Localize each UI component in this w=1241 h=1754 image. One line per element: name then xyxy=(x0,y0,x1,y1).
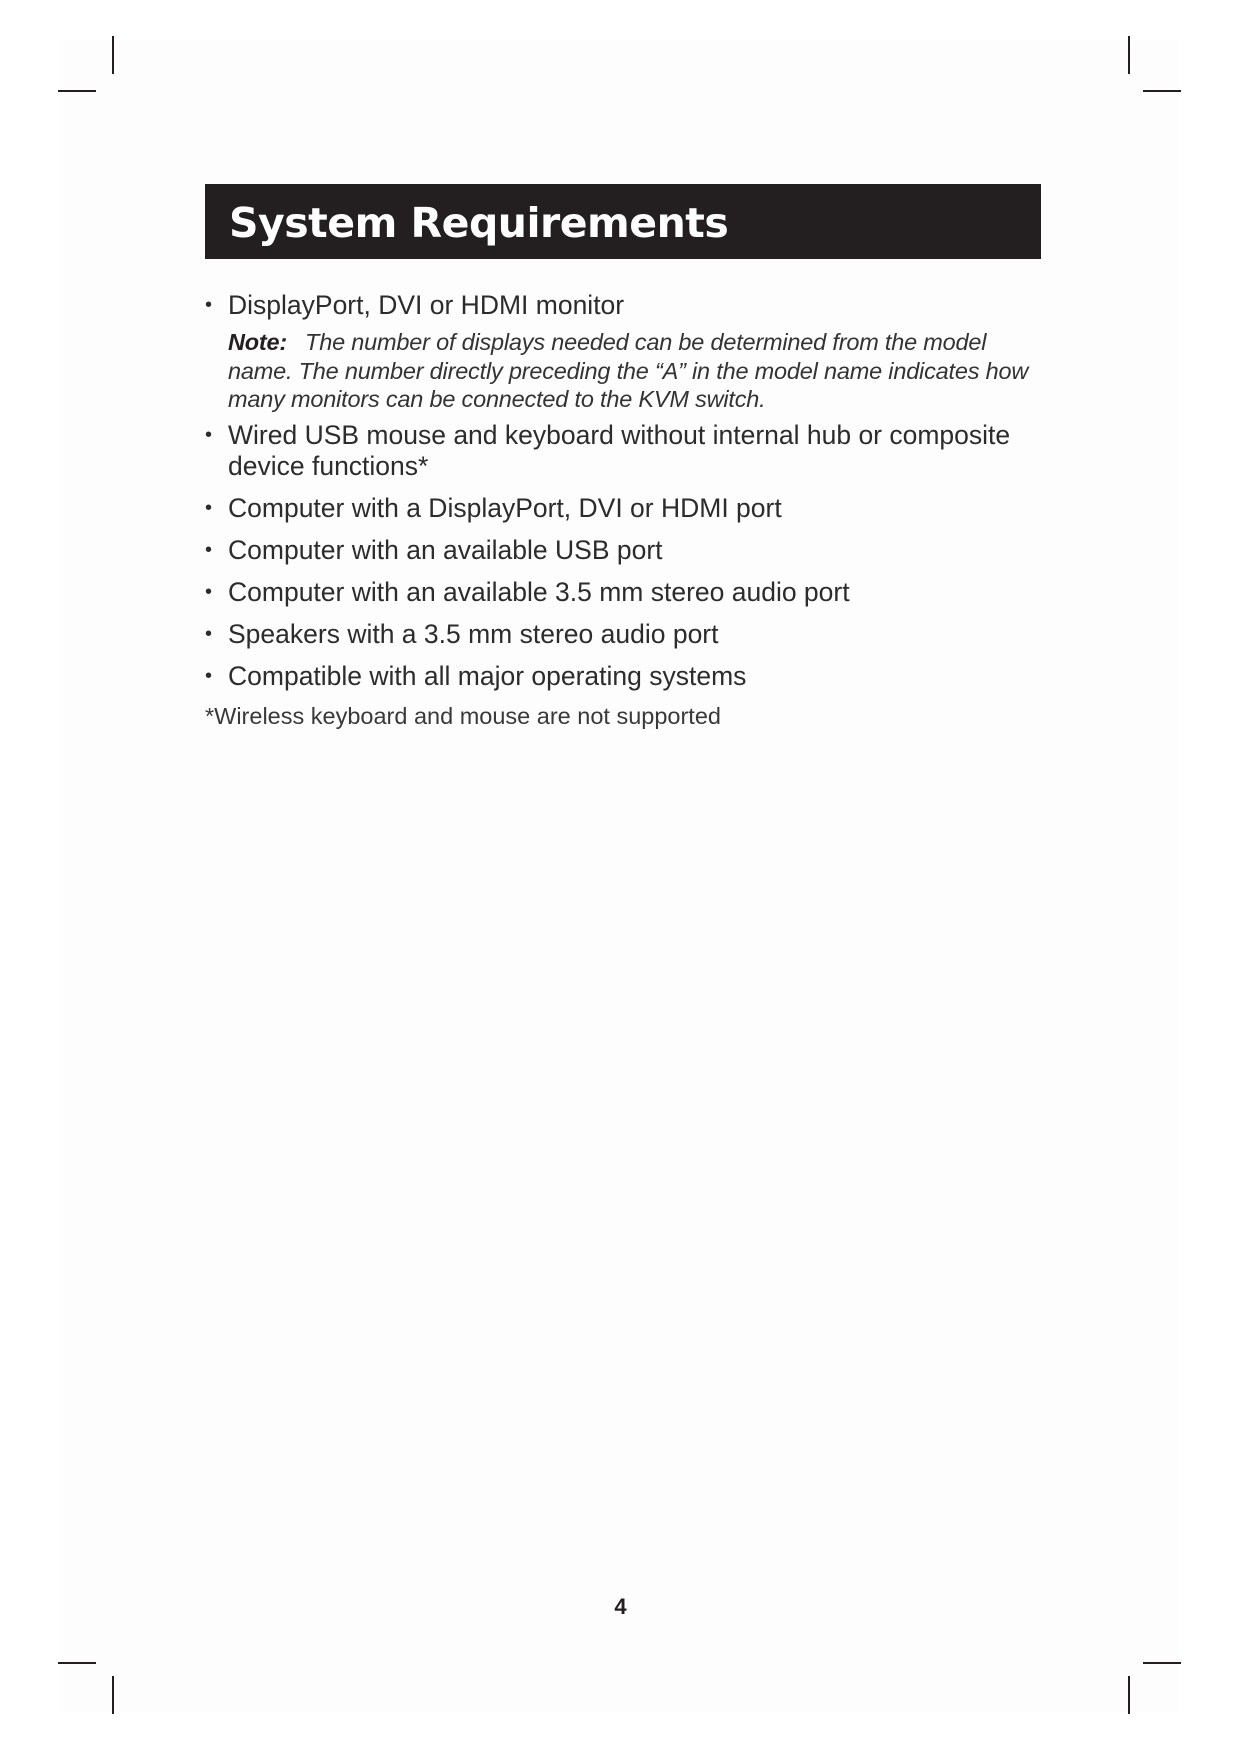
requirement-text: Speakers with a 3.5 mm stereo audio port xyxy=(228,618,719,649)
list-item xyxy=(205,661,1055,692)
crop-mark-bottom-right-vertical xyxy=(1128,1676,1130,1714)
list-item xyxy=(205,493,1055,524)
requirements-content xyxy=(205,290,1055,731)
note xyxy=(228,328,1055,414)
bullet: • xyxy=(205,294,213,316)
bullet: • xyxy=(205,538,213,561)
crop-mark-bottom-right-horizontal xyxy=(1143,1662,1181,1664)
bullet: • xyxy=(205,580,213,603)
requirements-list xyxy=(205,290,1055,692)
list-item xyxy=(205,619,1055,650)
crop-mark-top-right-horizontal xyxy=(1143,90,1181,92)
page-number: 4 xyxy=(614,1594,627,1619)
requirement-text: Computer with a DisplayPort, DVI or HDMI port xyxy=(228,492,782,523)
list-item xyxy=(205,535,1055,566)
bullet: • xyxy=(205,496,213,519)
bullet: • xyxy=(205,664,213,687)
bullet: • xyxy=(205,622,213,645)
crop-mark-bottom-left-vertical xyxy=(112,1676,114,1714)
requirement-text: DisplayPort, DVI or HDMI monitor xyxy=(228,290,625,320)
section-header-bar xyxy=(205,184,1041,259)
list-item xyxy=(205,290,1055,414)
bullet: • xyxy=(205,423,213,446)
requirement-text: Wired USB mouse and keyboard without internal hub or composite device functions* xyxy=(228,419,1011,481)
crop-mark-top-right-vertical xyxy=(1128,36,1130,74)
note-label: Note: xyxy=(228,329,288,355)
list-item xyxy=(205,577,1055,608)
footnote: *Wireless keyboard and mouse are not supported xyxy=(205,702,721,729)
crop-mark-top-left-horizontal xyxy=(58,90,96,92)
requirement-text: Computer with an available 3.5 mm stereo audio port xyxy=(228,576,850,607)
note-text: The number of displays needed can be determined from the model name. The number directly preceding the “A” in the model name indicates how many monitors can be connected to the KVM switch. xyxy=(228,329,1029,412)
requirement-text: Computer with an available USB port xyxy=(228,534,663,565)
requirement-text: Compatible with all major operating systems xyxy=(228,660,747,691)
crop-mark-bottom-left-horizontal xyxy=(58,1662,96,1664)
list-item xyxy=(205,420,1055,482)
crop-mark-top-left-vertical xyxy=(112,36,114,74)
page-title: System Requirements xyxy=(229,198,729,247)
